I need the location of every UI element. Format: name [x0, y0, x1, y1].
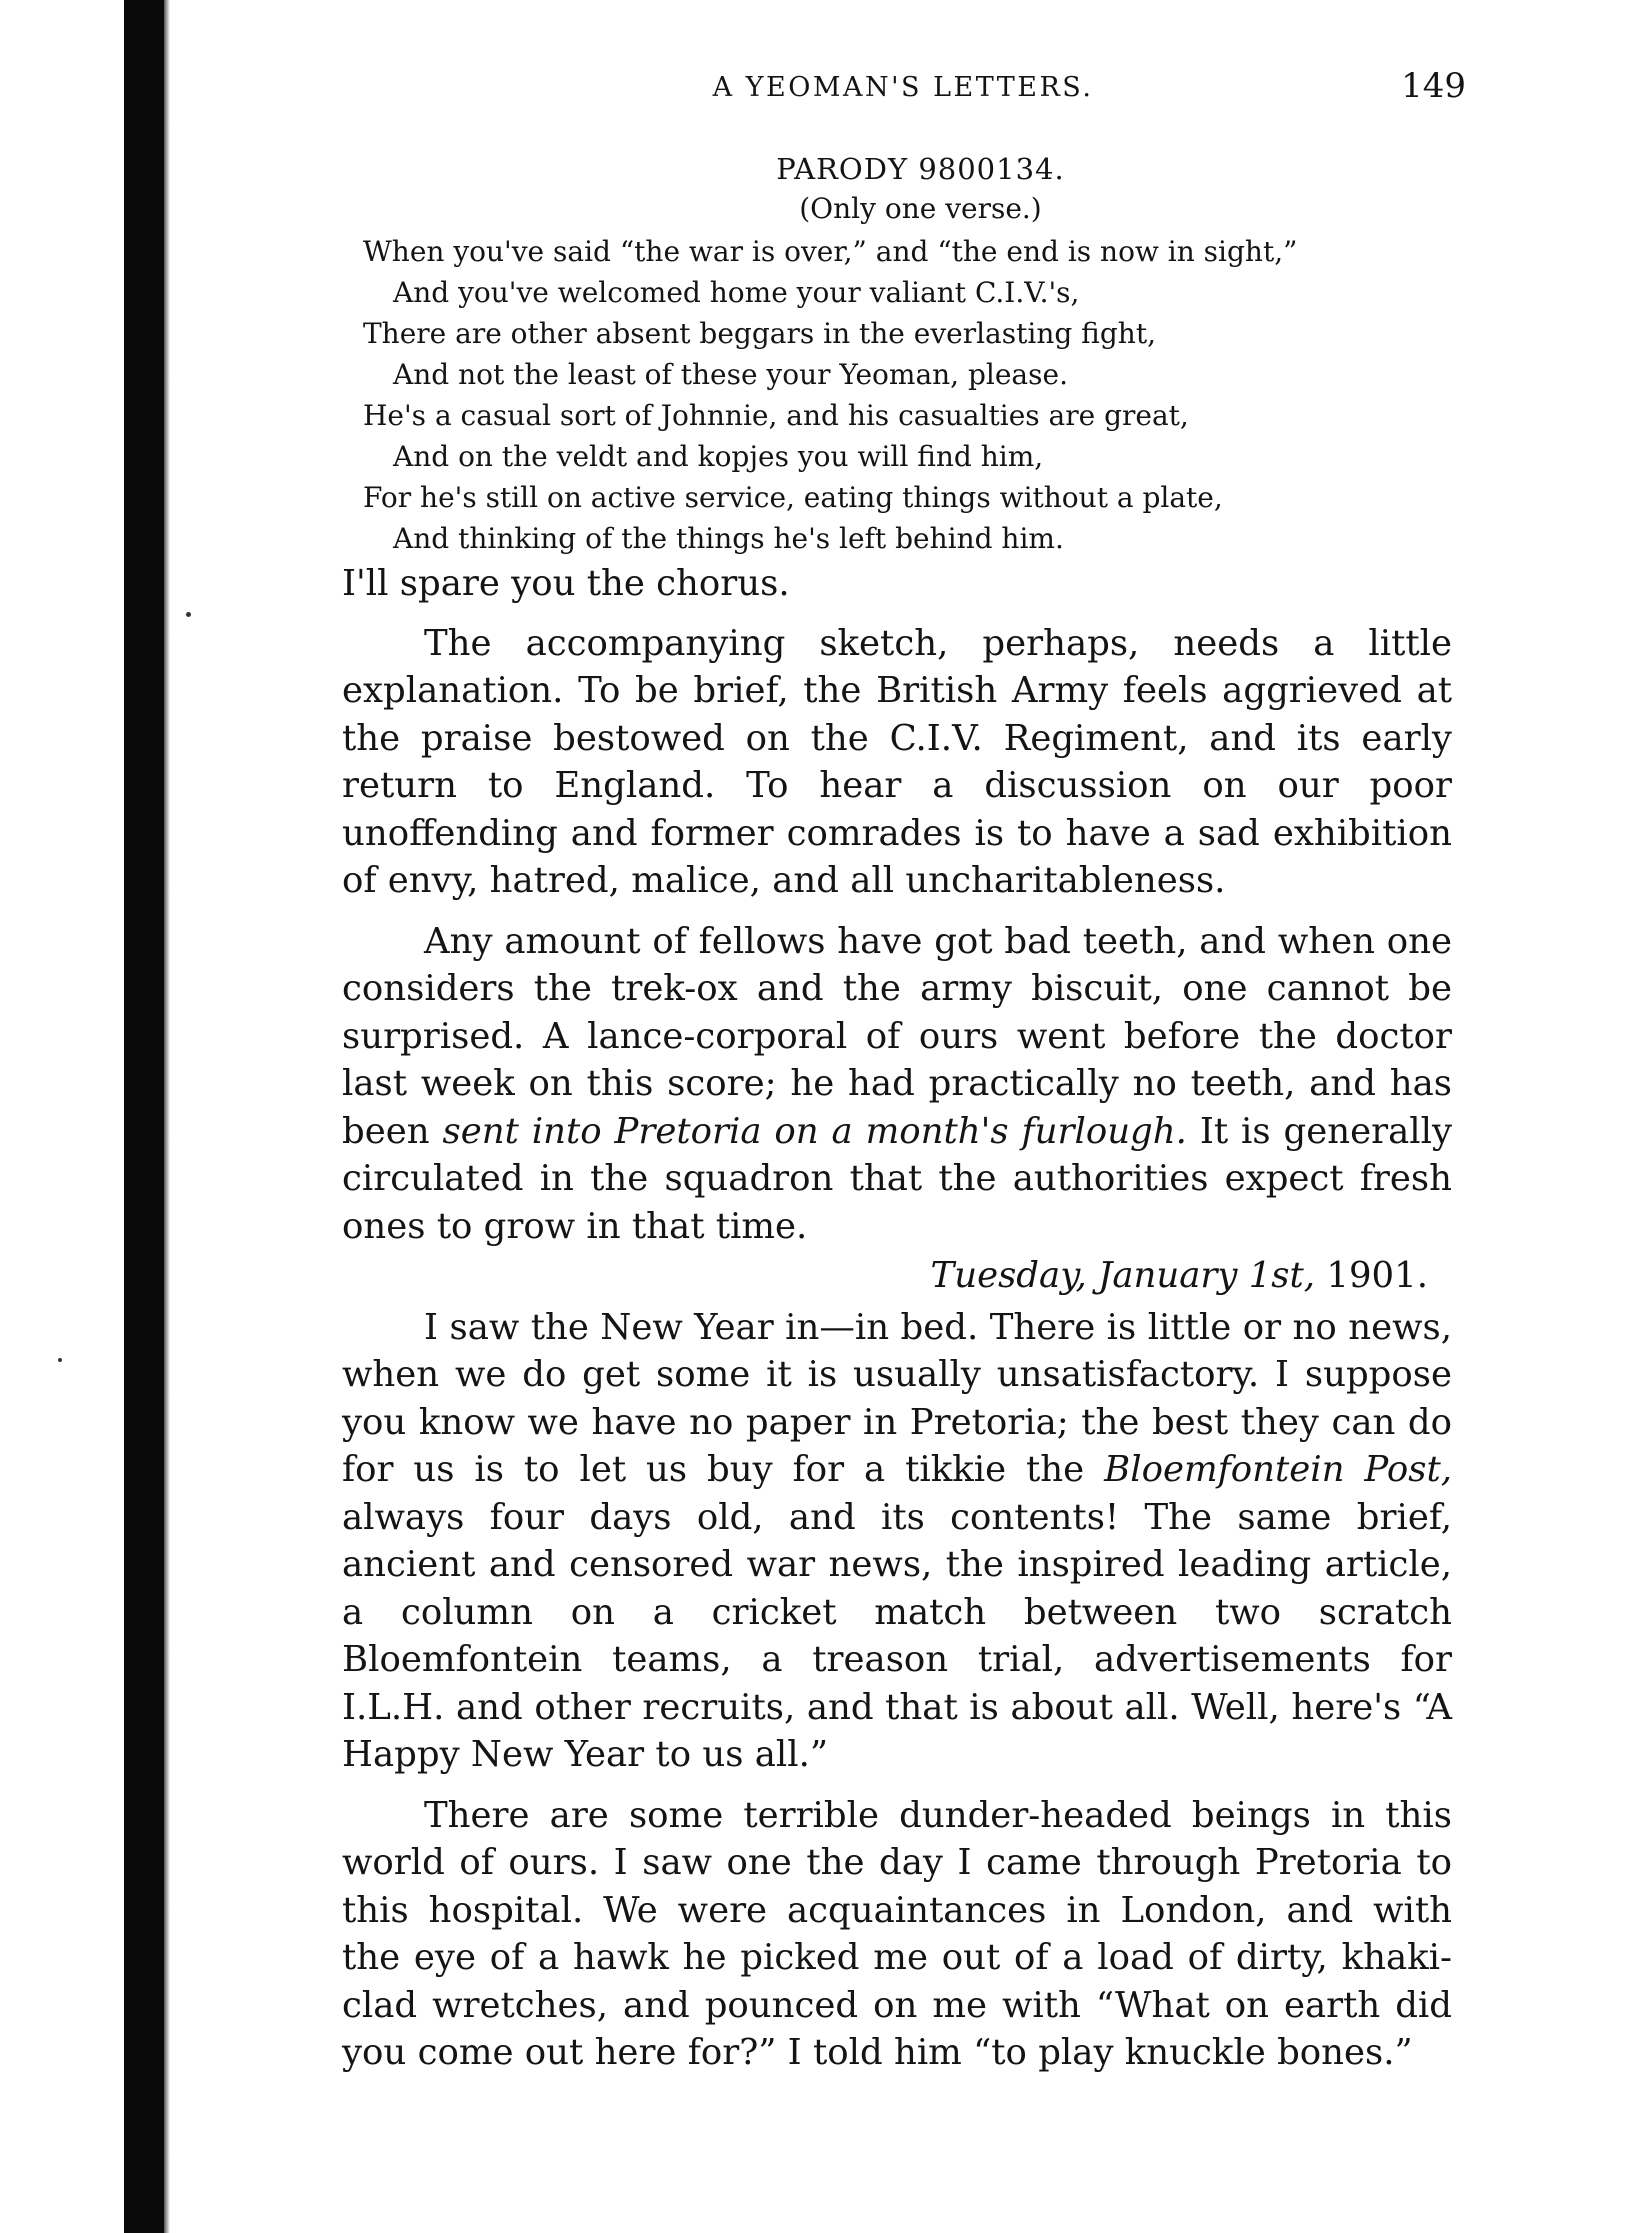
verse-line: And you've welcomed home your valiant C.I.V.'s, — [393, 276, 1080, 309]
paragraph-new-year — [342, 1304, 1452, 1779]
dateline — [342, 1252, 1428, 1300]
paragraph-text: I saw the New Year in—in bed. There is little or no news, when we do get some it is usually unsatisfactory. I suppose you know we have no paper in Pretoria; the best they can do for us is to let us buy for a tikkie the — [342, 1306, 1452, 1490]
paragraph-text: always four days old, and its contents! The same brief, ancient and censored war news, the inspired leading article, a column on a cricket match between two scratch Bloemfontein teams, a treason trial, advertisements for I.L.H. and other recruits, and that is about all. Well, here's “A Happy New Year to us all.” — [342, 1496, 1452, 1775]
paragraph-sketch-explanation: The accompanying sketch, perhaps, needs a little explanation. To be brief, the British Army feels aggrieved at the praise bestowed on the C.I.V. Regiment, and its early return to England. To hear a discussion on our poor unoffending and former comrades is to have a sad exhibition of envy, hatred, malice, and all uncharitableness. — [342, 622, 1452, 901]
running-head — [340, 66, 1466, 126]
paragraph-bad-teeth — [342, 918, 1452, 1251]
verse-line: There are other absent beggars in the everlasting fight, — [363, 317, 1156, 350]
parody-subtitle: (Only one verse.) — [799, 192, 1042, 225]
dateline-year: 1901. — [1326, 1255, 1428, 1296]
paragraph-text: Any amount of fellows have got bad teeth, and when one considers the trek-ox and the army biscuit, one cannot be surprised. A lance-corporal of ours went before the doctor last week on this score; he had practically no teeth, and has been — [342, 920, 1452, 1152]
italic-phrase: Bloemfontein Post, — [1104, 1449, 1452, 1490]
paragraph-text: It is generally circulated in the squadron that the authorities expect fresh ones to grow in that time. — [342, 1110, 1452, 1247]
running-head-title: A YEOMAN'S LETTERS. — [712, 72, 1094, 103]
verse-line: For he's still on active service, eating things without a plate, — [363, 481, 1223, 514]
ink-speck — [186, 612, 191, 617]
verse-line: And thinking of the things he's left behind him. — [393, 522, 1064, 555]
ink-speck — [58, 1358, 62, 1362]
verse-line: He's a casual sort of Johnnie, and his casualties are great, — [363, 399, 1189, 432]
italic-phrase: sent into Pretoria on a month's furlough. — [442, 1110, 1187, 1152]
paragraph-dunder-headed: There are some terrible dunder-headed beings in this world of ours. I saw one the day I came through Pretoria to this hospital. We were acquaintances in London, and with the eye of a hawk he picked me out of a load of dirty, khaki-clad wretches, and pounced on me with “What on earth did you come out here for?” I told him “to play knuckle bones.” — [342, 1794, 1452, 2073]
chorus-line: I'll spare you the chorus. — [342, 563, 790, 604]
verse-line: And not the least of these your Yeoman, please. — [393, 358, 1068, 391]
page-number: 149 — [1401, 66, 1466, 106]
verse-line: When you've said “the war is over,” and “the end is now in sight,” — [363, 235, 1298, 268]
verse — [355, 231, 1466, 559]
dateline-day: Tuesday, January 1st, — [930, 1255, 1316, 1296]
verse-line: And on the veldt and kopjes you will find him, — [393, 440, 1044, 473]
page-binding-shadow — [124, 0, 164, 2233]
parody-section — [355, 152, 1466, 559]
letter-body — [342, 560, 1452, 2077]
parody-title: PARODY 9800134. — [776, 152, 1065, 186]
